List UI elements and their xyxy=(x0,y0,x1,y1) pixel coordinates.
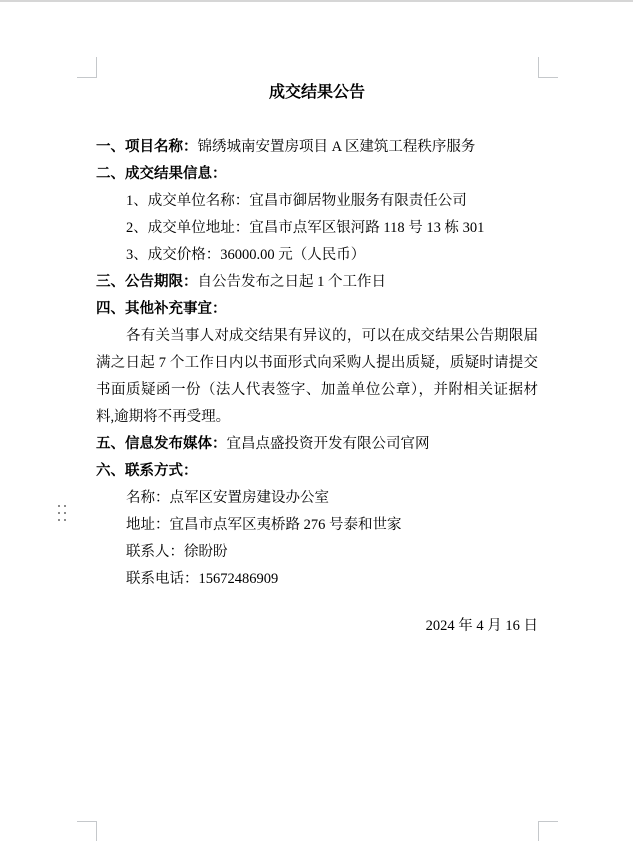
drag-handle-icon[interactable] xyxy=(58,505,66,521)
section-notice-period xyxy=(96,269,538,296)
contact-item-person: 联系人：徐盼盼 xyxy=(126,544,228,560)
section-media-value: 宜昌点盛投资开发有限公司官网 xyxy=(226,436,430,452)
contact-item-address: 地址：宜昌市点军区夷桥路 276 号泰和世家 xyxy=(126,517,402,533)
section-result-info-heading xyxy=(96,161,538,188)
result-item-winner-address: 2、成交单位地址：宜昌市点军区银河路 118 号 13 栋 301 xyxy=(126,220,485,236)
section-contact-heading-label: 六、联系方式： xyxy=(96,463,198,479)
supplement-paragraph-line: 书面质疑函一份（法人代表签字、加盖单位公章），并附相关证据材 xyxy=(96,382,538,398)
contact-item-phone: 联系电话：15672486909 xyxy=(126,571,279,587)
section-notice-period-value: 自公告发布之日起 1 个工作日 xyxy=(197,274,386,290)
crop-mark-top-left-icon xyxy=(77,57,97,78)
section-project-name xyxy=(96,134,538,161)
contact-item-name: 名称：点军区安置房建设办公室 xyxy=(126,490,329,506)
crop-mark-bottom-left-icon xyxy=(77,821,97,841)
document-top-border xyxy=(0,0,633,2)
section-supplement-heading xyxy=(96,296,538,323)
supplement-paragraph-line: 料,逾期将不再受理。 xyxy=(96,409,231,425)
supplement-paragraph-line: 各有关当事人对成交结果有异议的，可以在成交结果公告期限届 xyxy=(126,328,538,344)
result-item-winner-name: 1、成交单位名称：宜昌市御居物业服务有限责任公司 xyxy=(126,193,467,209)
section-supplement-heading-label: 四、其他补充事宜： xyxy=(96,301,227,317)
section-contact-heading xyxy=(96,458,538,485)
document-body xyxy=(96,134,538,640)
crop-mark-bottom-right-icon xyxy=(538,821,558,841)
section-project-name-label: 一、项目名称： xyxy=(96,139,198,155)
section-result-info-heading-label: 二、成交结果信息： xyxy=(96,166,227,182)
section-media xyxy=(96,431,538,458)
blank-line xyxy=(96,593,538,613)
supplement-paragraph-line: 满之日起 7 个工作日内以书面形式向采购人提出质疑，质疑时请提交 xyxy=(96,355,538,371)
section-notice-period-label: 三、公告期限： xyxy=(96,274,198,290)
section-project-name-value: 锦绣城南安置房项目 A 区建筑工程秩序服务 xyxy=(197,139,476,155)
crop-mark-top-right-icon xyxy=(538,57,558,78)
document-title: 成交结果公告 xyxy=(268,84,365,101)
result-item-price: 3、成交价格：36000.00 元（人民币） xyxy=(126,247,366,263)
section-media-label: 五、信息发布媒体： xyxy=(96,436,227,452)
announcement-date: 2024 年 4 月 16 日 xyxy=(425,618,538,634)
